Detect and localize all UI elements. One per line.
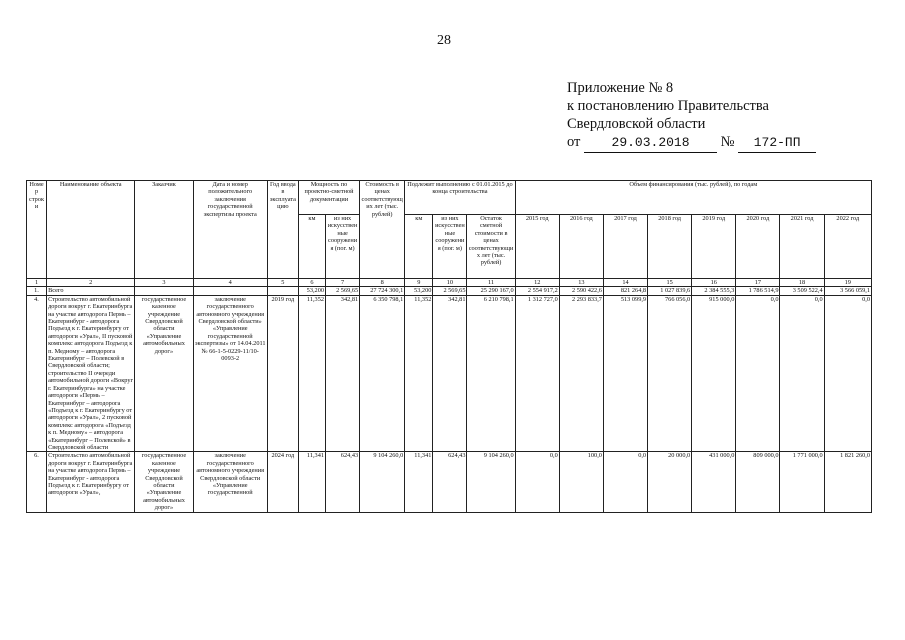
expertise: заключение государственного автономного учреждения Свердловской области «Управление государственной bbox=[193, 452, 267, 512]
capacity-art: 342,81 bbox=[326, 295, 360, 452]
column-index: 8 bbox=[360, 279, 405, 287]
header-row-number: Номер строки bbox=[27, 181, 47, 279]
total-row bbox=[27, 287, 872, 295]
header-remaining: Подлежит выполнению с 01.01.2015 до конца строительства bbox=[405, 181, 515, 215]
decree-date: 29.03.2018 bbox=[584, 134, 717, 153]
customer bbox=[135, 287, 193, 295]
remaining-km: 11,341 bbox=[405, 452, 433, 512]
funding-2021: 1 771 000,0 bbox=[780, 452, 824, 512]
header-year-2016: 2016 год bbox=[559, 215, 603, 279]
header-remaining-art: из них искусственные сооружения (пог. м) bbox=[433, 215, 467, 279]
column-index: 13 bbox=[559, 279, 603, 287]
header-year-2021: 2021 год bbox=[780, 215, 824, 279]
capacity-art: 624,43 bbox=[326, 452, 360, 512]
remaining-km: 53,200 bbox=[405, 287, 433, 295]
column-index: 11 bbox=[467, 279, 515, 287]
funding-2019: 2 384 555,3 bbox=[692, 287, 736, 295]
funding-2017: 0,0 bbox=[603, 452, 647, 512]
header-year-2017: 2017 год bbox=[603, 215, 647, 279]
appendix-region: Свердловской области bbox=[567, 116, 706, 132]
column-index: 10 bbox=[433, 279, 467, 287]
expertise bbox=[193, 287, 267, 295]
funding-2017: 513 099,9 bbox=[603, 295, 647, 452]
cost: 9 104 260,0 bbox=[360, 452, 405, 512]
funding-2016: 2 293 833,7 bbox=[559, 295, 603, 452]
column-index: 12 bbox=[515, 279, 559, 287]
column-index: 6 bbox=[298, 279, 325, 287]
commission-year bbox=[267, 287, 298, 295]
header-remaining-balance: Остаток сметной стоимости в ценах соответствующих лет (тыс. рублей) bbox=[467, 215, 515, 279]
header-year-2015: 2015 год bbox=[515, 215, 559, 279]
table-row bbox=[27, 452, 872, 512]
commission-year: 2019 год bbox=[267, 295, 298, 452]
funding-2019: 915 000,0 bbox=[692, 295, 736, 452]
cost: 6 350 798,1 bbox=[360, 295, 405, 452]
funding-2018: 20 000,0 bbox=[648, 452, 692, 512]
column-index: 3 bbox=[135, 279, 193, 287]
remaining-km: 11,352 bbox=[405, 295, 433, 452]
header-object-name: Наименование объекта bbox=[47, 181, 135, 279]
remaining-art: 624,43 bbox=[433, 452, 467, 512]
table-row bbox=[27, 295, 872, 452]
remaining-balance: 9 104 260,0 bbox=[467, 452, 515, 512]
funding-2016: 100,0 bbox=[559, 452, 603, 512]
header-capacity-art: из них искусственные сооружения (пог. м) bbox=[326, 215, 360, 279]
appendix-subtitle: к постановлению Правительства bbox=[567, 98, 769, 114]
number-sign: № bbox=[720, 134, 735, 150]
header-cost: Стоимость в ценах соответствующих лет (тыс. рублей) bbox=[360, 181, 405, 279]
commission-year: 2024 год bbox=[267, 452, 298, 512]
funding-2019: 431 000,0 bbox=[692, 452, 736, 512]
header-customer: Заказчик bbox=[135, 181, 193, 279]
funding-2022: 1 821 260,0 bbox=[824, 452, 871, 512]
funding-2022: 3 566 059,1 bbox=[824, 287, 871, 295]
funding-2017: 821 264,8 bbox=[603, 287, 647, 295]
funding-2016: 2 590 422,6 bbox=[559, 287, 603, 295]
header-capacity-km: км bbox=[298, 215, 325, 279]
row-number: 1. bbox=[27, 287, 47, 295]
object-name: Строительство автомобильной дороги вокруг г. Екатеринбурга на участке автодорога Пермь – Екатеринбург - автодорога Подъезд к г. Екатеринбургу от автодороги «Урал», II пусковой комплекс автодорога Подъезд к п. Медному – автодорога Екатеринбург – Полевской в Свердловской области; строительство II очереди автомобильной дороги «Вокруг г. Екатеринбурга» на участке автодороги «Пермь – Екатеринбург – автодорога «Подъезд к г. Екатеринбургу от автодороги «Урал», 2 пусковой комплекс автодорога «Подъезд к п. Медному» – автодорога «Екатеринбург – Полевской» в Свердловской области bbox=[48, 295, 134, 451]
column-index: 17 bbox=[736, 279, 780, 287]
appendix-signature-line bbox=[567, 133, 816, 153]
date-prefix: от bbox=[567, 134, 581, 150]
object-name: Всего bbox=[47, 287, 135, 295]
column-index: 18 bbox=[780, 279, 824, 287]
header-year: Год ввода в эксплуатацию bbox=[267, 181, 298, 279]
header-remaining-km: км bbox=[405, 215, 433, 279]
column-index: 19 bbox=[824, 279, 871, 287]
appendix-block bbox=[567, 79, 816, 153]
column-index: 4 bbox=[193, 279, 267, 287]
remaining-art: 2 569,65 bbox=[433, 287, 467, 295]
funding-2020: 1 786 514,9 bbox=[736, 287, 780, 295]
funding-2022: 0,0 bbox=[824, 295, 871, 452]
funding-2020: 809 000,0 bbox=[736, 452, 780, 512]
column-index: 1 bbox=[27, 279, 47, 287]
column-index: 7 bbox=[326, 279, 360, 287]
column-index: 5 bbox=[267, 279, 298, 287]
funding-2020: 0,0 bbox=[736, 295, 780, 452]
funding-2018: 766 056,0 bbox=[648, 295, 692, 452]
funding-2021: 3 509 522,4 bbox=[780, 287, 824, 295]
funding-2021: 0,0 bbox=[780, 295, 824, 452]
column-index: 15 bbox=[648, 279, 692, 287]
decree-number: 172-ПП bbox=[738, 134, 816, 153]
column-index: 9 bbox=[405, 279, 433, 287]
column-index: 2 bbox=[47, 279, 135, 287]
column-index: 16 bbox=[692, 279, 736, 287]
object-name: Строительство автомобильной дороги вокруг г. Екатеринбурга на участке автодорога Пермь – Екатеринбург - автодорога Подъезд к г. Екатеринбургу от автодороги «Урал», bbox=[47, 452, 135, 512]
header-capacity: Мощность по проектно-сметной документации bbox=[298, 181, 359, 215]
header-year-2018: 2018 год bbox=[648, 215, 692, 279]
header-funding: Объем финансирования (тыс. рублей), по годам bbox=[515, 181, 871, 215]
funding-2018: 1 027 839,6 bbox=[648, 287, 692, 295]
appendix-title: Приложение № 8 bbox=[567, 80, 674, 96]
header-expertise: Дата и номер положительного заключения государственной экспертизы проекта bbox=[193, 181, 267, 279]
funding-2015: 0,0 bbox=[515, 452, 559, 512]
cost: 27 724 300,1 bbox=[360, 287, 405, 295]
column-index: 14 bbox=[603, 279, 647, 287]
row-number: 6. bbox=[27, 452, 47, 512]
funding-table bbox=[26, 180, 872, 513]
remaining-balance: 6 210 798,1 bbox=[467, 295, 515, 452]
column-index-row bbox=[27, 279, 872, 287]
remaining-balance: 25 290 167,0 bbox=[467, 287, 515, 295]
customer: государственное казенное учреждение Свердловской области «Управление автомобильных дорог» bbox=[135, 295, 193, 452]
expertise: заключение государственного автономного учреждения Свердловской области» «Управление государственной экспертизы» от 14.04.2011 № 66-1-5-0229-11/10-0093-2 bbox=[193, 295, 267, 452]
funding-2015: 1 312 727,0 bbox=[515, 295, 559, 452]
capacity-art: 2 569,65 bbox=[326, 287, 360, 295]
header-year-2019: 2019 год bbox=[692, 215, 736, 279]
capacity-km: 53,200 bbox=[298, 287, 325, 295]
page-number: 28 bbox=[437, 33, 451, 48]
header-year-2022: 2022 год bbox=[824, 215, 871, 279]
customer: государственное казенное учреждение Свердловской области «Управление автомобильных дорог» bbox=[135, 452, 193, 512]
header-year-2020: 2020 год bbox=[736, 215, 780, 279]
remaining-art: 342,81 bbox=[433, 295, 467, 452]
funding-2015: 2 554 917,2 bbox=[515, 287, 559, 295]
capacity-km: 11,352 bbox=[298, 295, 325, 452]
capacity-km: 11,341 bbox=[298, 452, 325, 512]
row-number: 4. bbox=[27, 295, 47, 452]
